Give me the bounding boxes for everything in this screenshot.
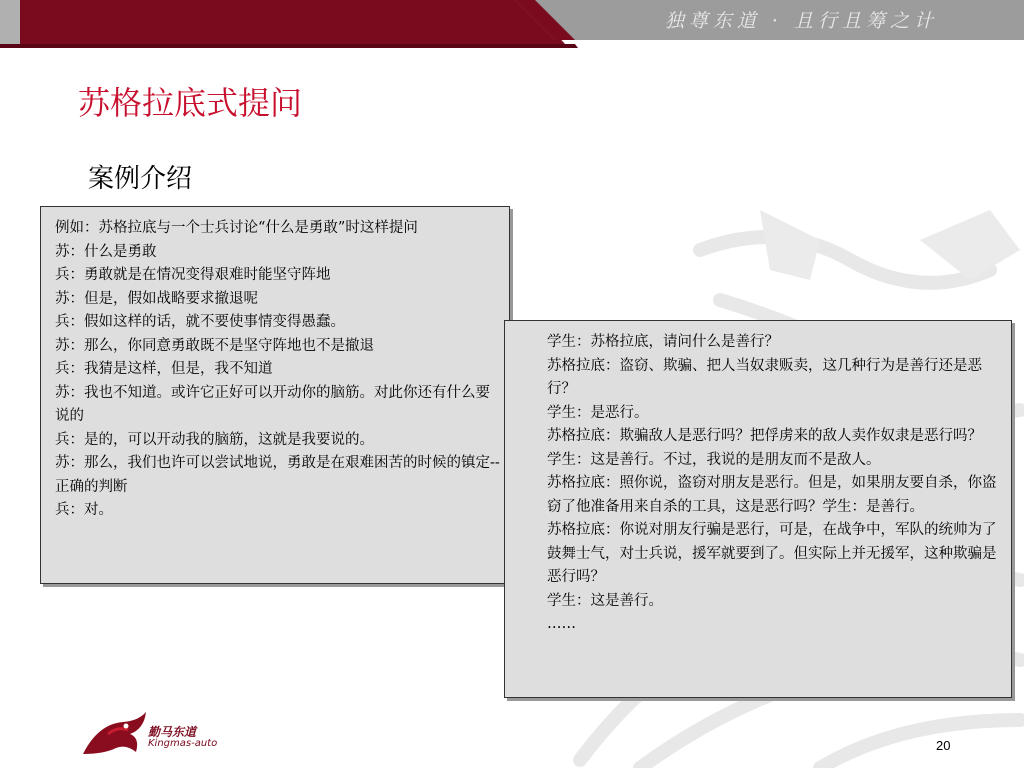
- page-title: 苏格拉底式提问: [78, 84, 303, 122]
- soldier-dialogue-box: [40, 206, 510, 584]
- dialogue-line: 兵：勇敢就是在情况变得艰难时能坚守阵地: [55, 267, 331, 283]
- dialogue-line: 苏格拉底：欺骗敌人是恶行吗？把俘虏来的敌人卖作奴隶是恶行吗？: [547, 428, 982, 444]
- dialogue-line: 苏：那么，你同意勇敢既不是坚守阵地也不是撤退: [55, 337, 374, 354]
- dialogue-line: 苏格拉底：你说对朋友行骗是恶行，可是，在战争中，军队的统帅为了鼓舞士气，对士兵说，援军就要到了。但实际上并无援军，这种欺骗是恶行吗？: [547, 522, 997, 585]
- dialogue-line: 兵：是的，可以开动我的脑筋，这就是我要说的。: [55, 431, 374, 448]
- header-slogan: 独尊东道 · 且行且筹之计: [664, 10, 938, 32]
- dialogue-line: 苏：那么，我们也许可以尝试地说，勇敢是在艰难困苦的时候的镇定--正确的判断: [55, 455, 500, 495]
- header-band: [0, 0, 1024, 56]
- page-number: 20: [936, 738, 951, 753]
- dialogue-line: 学生：苏格拉底，请问什么是善行？: [547, 334, 779, 350]
- logo-english-name: Kingmas-auto: [148, 738, 218, 749]
- dialogue-line: 苏：我也不知道。或许它正好可以开动你的脑筋。对此你还有什么要说的: [55, 384, 490, 424]
- dialogue-line: 学生：是恶行。: [547, 404, 649, 421]
- dialogue-line: 兵：假如这样的话，就不要使事情变得愚蠢。: [55, 314, 345, 330]
- student-dialogue-box: [504, 320, 1012, 698]
- dialogue-line: 苏格拉底：盗窃、欺骗、把人当奴隶贩卖，这几种行为是善行还是恶行？: [547, 357, 982, 397]
- dialogue-line: 例如：苏格拉底与一个士兵讨论“什么是勇敢”时这样提问: [55, 220, 418, 236]
- dialogue-line: 兵：我猜是这样，但是，我不知道: [55, 361, 273, 377]
- dialogue-line: 苏：但是，假如战略要求撤退呢: [55, 290, 258, 307]
- dialogue-line: 兵：对。: [55, 502, 113, 518]
- logo-chinese-name: 勤马东道: [148, 725, 197, 739]
- dialogue-line: 苏：什么是勇敢: [55, 243, 157, 260]
- section-subtitle: 案例介绍: [88, 164, 193, 194]
- dialogue-line: ……: [547, 616, 576, 632]
- dialogue-line: 苏格拉底：照你说，盗窃对朋友是恶行。但是，如果朋友要自杀，你盗窃了他准备用来自杀的工具，这是恶行吗？学生：是善行。: [547, 475, 997, 515]
- dialogue-line: 学生：这是善行。不过，我说的是朋友而不是敌人。: [547, 451, 881, 468]
- dialogue-line: 学生：这是善行。: [547, 592, 663, 609]
